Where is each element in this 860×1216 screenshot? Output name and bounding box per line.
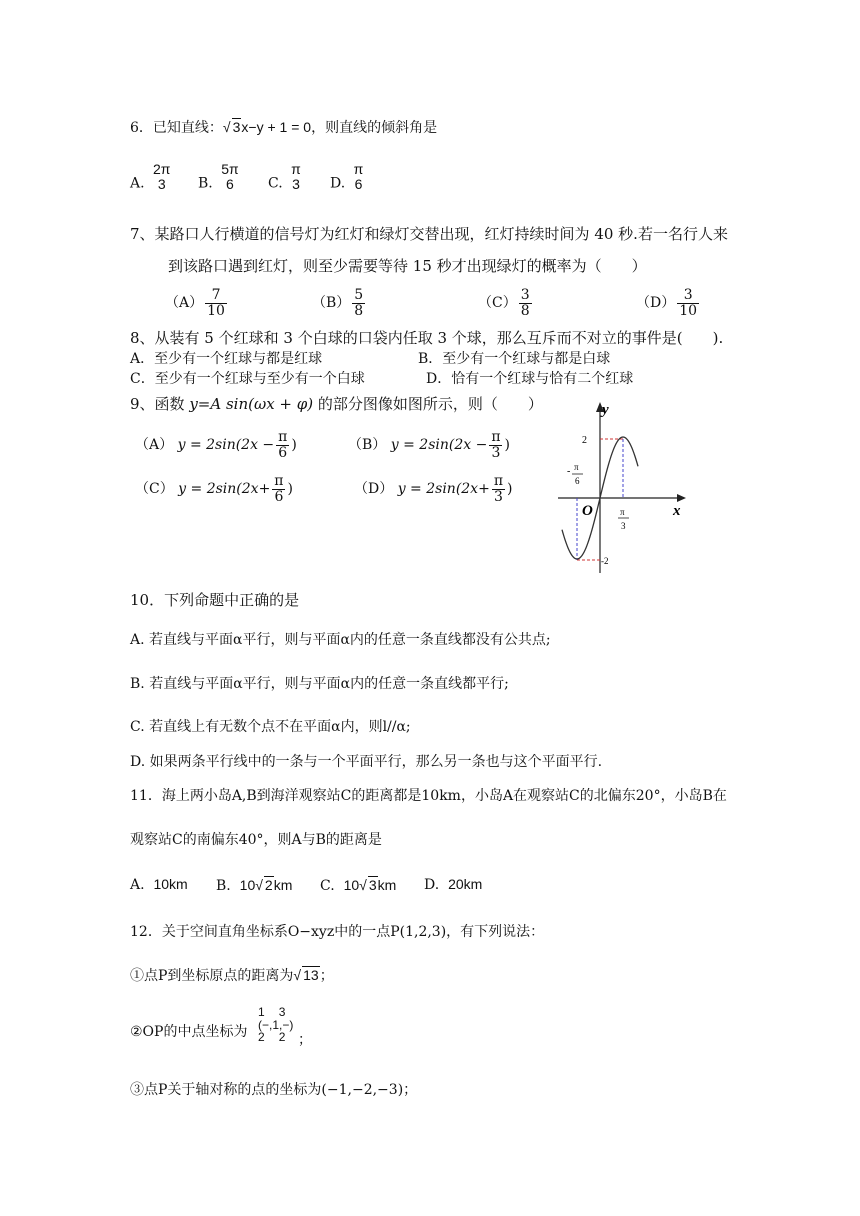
q8-stem: 8、从装有 5 个红球和 3 个白球的口袋内任取 3 个球，那么互斥而不对立的事件是( ).: [130, 329, 724, 347]
q7-option-b: （B） $\frac{5}{8}$: [312, 287, 364, 319]
x-axis-arrow: [677, 494, 686, 502]
q11-option-d: D. 20km: [424, 876, 483, 893]
q6-option-d: D. π 6: [330, 161, 364, 192]
q6-stem: 6．已知直线：√ 3x−y + 1 = 0，则直线的倾斜角是: [130, 119, 438, 136]
q12-statement-2: ②OP的中点坐标为: [130, 1024, 248, 1040]
q9-option-b: （B） y = 2sin(2x − $\frac{\pi}{3}$ ): [348, 429, 510, 461]
q7-line2: 到该路口遇到红灯，则至少需要等待 15 秒才出现绿灯的概率为（ ）: [168, 257, 647, 275]
y-axis-label: y: [602, 402, 609, 418]
q12-stem: 12．关于空间直角坐标系O−xyz中的一点P(1,2,3)，有下列说法：: [130, 924, 545, 940]
q12-statement-1: ①点P到坐标原点的距离为√ 13；: [130, 967, 334, 984]
q7-option-c: （C） $\frac{3}{8}$: [478, 287, 530, 319]
q11-line2: 观察站C的南偏东40°，则A与B的距离是: [130, 832, 382, 848]
q6-option-a: A. 2π 3: [130, 161, 171, 192]
q10-option-b: B. 若直线与平面α平行，则与平面α内的任意一条直线都平行;: [130, 676, 509, 692]
q9-stem: 9、函数 y=A sin(ωx + φ) 的部分图像如图所示，则（ ）: [130, 395, 543, 413]
q8-option-d: D．恰有一个红球与恰有二个红球: [426, 371, 634, 387]
left-tick-sign: -: [567, 466, 571, 477]
q10-option-d: D. 如果两条平行线中的一条与一个平面平行，那么另一条也与这个平面平行.: [130, 754, 603, 770]
q8-option-b: B．至少有一个红球与都是白球: [418, 351, 611, 367]
q10-option-c: C. 若直线上有无数个点不在平面α内，则l//α;: [130, 719, 411, 735]
q11-line1: 11．海上两小岛A,B到海洋观察站C的距离都是10km，小岛A在观察站C的北偏东20°，小岛B在: [130, 788, 727, 804]
q9-option-d: （D） y = 2sin(2x+ $\frac{\pi}{3}$ ): [354, 473, 513, 505]
left-tick-den: 6: [575, 476, 580, 486]
q11-option-a: A. 10km: [130, 876, 188, 893]
q8-option-c: C．至少有一个红球与至少有一个白球: [130, 371, 365, 387]
q11-option-c: C. 10√ 3km: [320, 877, 397, 894]
q9-option-c: （C） y = 2sin(2x+ $\frac{\pi}{6}$ ): [135, 473, 293, 505]
right-tick-den: 3: [621, 521, 626, 531]
left-tick-num: π: [574, 462, 579, 472]
q7-option-a: （A） $\frac{7}{10}$: [165, 287, 225, 319]
x-axis-label: x: [673, 503, 681, 519]
q9-graph: [540, 398, 700, 578]
q12-statement-2-end: ；: [298, 1032, 312, 1048]
y-min-label: -2: [601, 556, 609, 566]
q11-option-b: B. 10√ 2km: [216, 877, 293, 894]
q8-option-a: A．至少有一个红球与都是红球: [130, 351, 323, 367]
q12-statement-3: ③点P关于轴对称的点的坐标为(−1,−2,−3)；: [130, 1082, 418, 1098]
right-tick-num: π: [620, 507, 625, 517]
q6-option-c: C. π 3: [268, 161, 301, 192]
q10-option-a: A. 若直线与平面α平行，则与平面α内的任意一条直线都没有公共点;: [130, 632, 551, 648]
q7-option-d: （D） $\frac{3}{10}$: [636, 287, 698, 319]
origin-label: O: [582, 503, 593, 519]
q12-midpoint-coords: 1 3 (−,1,−) 2 2: [258, 1005, 294, 1045]
y-max-label: 2: [582, 435, 587, 446]
q7-line1: 7、某路口人行横道的信号灯为红灯和绿灯交替出现，红灯持续时间为 40 秒.若一名行人来: [130, 225, 728, 243]
q6-option-b: B. 5π 6: [198, 161, 239, 192]
q10-stem: 10．下列命题中正确的是: [130, 591, 300, 609]
q9-option-a: （A） y = 2sin(2x − $\frac{\pi}{6}$ ): [135, 429, 297, 461]
